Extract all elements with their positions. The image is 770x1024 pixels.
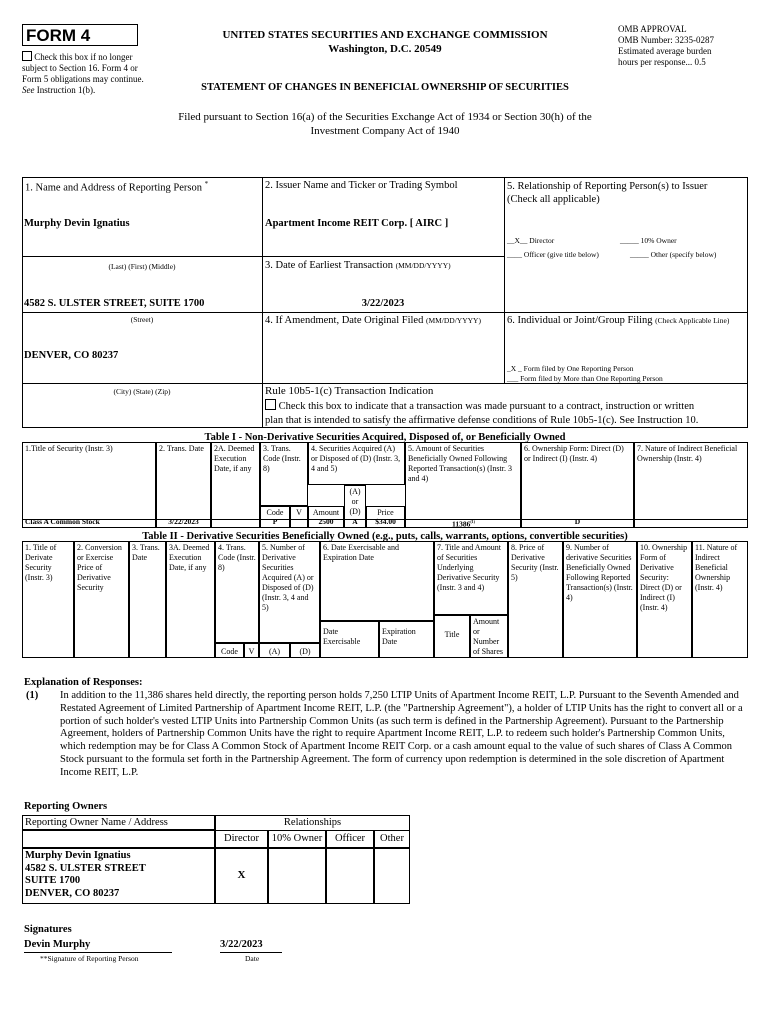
reporting-person-name: Murphy Devin Ignatius — [24, 218, 130, 229]
t2-h11: 11. Nature of Indirect Beneficial Ownership (Instr. 4) — [692, 541, 748, 658]
owner-name: Murphy Devin Ignatius — [25, 850, 131, 861]
t1-row-amount: 2500 — [308, 516, 344, 528]
agency-city: Washington, D.C. 20549 — [328, 43, 442, 55]
date-label: Date — [245, 954, 260, 963]
t2-h8: 8. Price of Derivative Security (Instr. 5) — [508, 541, 563, 658]
date-line — [220, 952, 282, 953]
street-sublabel: (Street) — [130, 315, 154, 324]
see-text: See — [22, 85, 35, 95]
rule-title: Rule 10b5-1(c) Transaction Indication — [265, 385, 434, 397]
t2-sub-v: V — [244, 643, 259, 658]
omb-approval-title: OMB APPROVAL — [618, 24, 687, 34]
reporting-person-city: DENVER, CO 80237 — [24, 350, 119, 361]
owners-blank-header — [22, 830, 215, 848]
t2-h10: 10. Ownership Form of Derivative Security: Direct (D) or Indirect (I) (Instr. 4) — [637, 541, 692, 658]
t1-h6: 6. Ownership Form: Direct (D) or Indirect (I) (Instr. 4) — [521, 442, 634, 520]
name-sublabel: (Last) (First) (Middle) — [108, 262, 176, 271]
t2-sub-amount: Amount or Number of Shares — [470, 615, 508, 658]
t1-h3: 3. Trans. Code (Instr. 8) — [260, 442, 308, 506]
t2-h3: 3. Trans. Date — [129, 541, 166, 658]
box1-label-text: 1. Name and Address of Reporting Person — [25, 182, 203, 194]
box5-label-sub: (Check all applicable) — [507, 194, 600, 205]
form-label: FORM 4 — [26, 26, 91, 45]
other-option[interactable]: _____ Other (specify below) — [630, 250, 717, 259]
owners-col-10pct: 10% Owner — [268, 830, 326, 848]
box6-label-text: 6. Individual or Joint/Group Filing — [507, 315, 653, 326]
box3-label-text: 3. Date of Earliest Transaction — [265, 260, 394, 271]
box3-label — [265, 260, 451, 271]
box1-label — [25, 180, 208, 194]
explanation-heading: Explanation of Responses: — [24, 677, 143, 688]
rule-text — [265, 399, 745, 428]
t1-row-form: D — [521, 516, 634, 528]
owners-col-relationships: Relationships — [215, 815, 410, 830]
owners-col-director: Director — [215, 830, 268, 848]
box2-label: 2. Issuer Name and Ticker or Trading Symbol — [265, 180, 458, 191]
t1-h5: 5. Amount of Securities Beneficially Owned Following Reported Transaction(s) (Instr. 3 and 4) — [405, 442, 521, 520]
filed-line-1: Filed pursuant to Section 16(a) of the Securities Exchange Act of 1934 or Section 30(h) of the — [178, 111, 592, 123]
rule-text-1: Check this box to indicate that a transaction was made pursuant to a contract, instruction or written — [278, 401, 695, 412]
signature-name: Devin Murphy — [24, 939, 91, 950]
box4-label-sub: (MM/DD/YYYY) — [425, 316, 481, 325]
footnote-number: (1) — [26, 690, 39, 701]
t1-row-owned — [405, 516, 521, 528]
t1-row-title: Class A Common Stock — [22, 516, 156, 528]
owner-city: DENVER, CO 80237 — [25, 887, 120, 899]
t1-h1: 1.Title of Security (Instr. 3) — [22, 442, 156, 520]
owner-suite: SUITE 1700 — [25, 875, 81, 887]
t2-sub-a: (A) — [259, 643, 290, 658]
t1-h7: 7. Nature of Indirect Beneficial Ownership (Instr. 4) — [634, 442, 748, 520]
no-longer-subject-text: Check this box if no longer subject to Section 16. Form 4 or Form 5 obligations may continue. — [22, 52, 144, 84]
t1-row-date: 3/22/2023 — [156, 516, 211, 528]
statement-title: STATEMENT OF CHANGES IN BENEFICIAL OWNERSHIP OF SECURITIES — [201, 82, 569, 93]
box4-label — [265, 315, 481, 326]
t2-h9: 9. Number of derivative Securities Beneficially Owned Following Reported Transaction(s) (Instr. 4) — [563, 541, 637, 658]
t1-row-aord: A — [344, 516, 366, 528]
owners-col-other: Other — [374, 830, 410, 848]
owners-col-officer: Officer — [326, 830, 374, 848]
t1-row-code: P — [260, 516, 290, 528]
signature-line — [24, 952, 172, 953]
reporting-owners-heading: Reporting Owners — [24, 801, 108, 812]
footnote-text: In addition to the 11,386 shares held directly, the reporting person holds 7,250 LTIP Units of Apartment Income REIT, L.P. Pursuant to the Seventh Amended and Restated Agreement of Limited Partnership of Apartment Income REIT, L.P. (the "Partnership Agreement"), a holder of LTIP Units has the right to convert all or a portion of such holder's vested LTIP Units into Partnership Common Units (as such term is defined in the Partnership Agreement). Pursuant to the Partnership Agreement, holders of Partnership Common Units have the right to require Apartment Income REIT, L.P. to redeem such holder's Partnership Common Units, which redemption may be for Class A Common Stock of Apartment Income REIT Corp. or a cash amount equal to the value of such shares of Class A Common Stock pursuant to the formula set forth in the Partnership Agreement. The form of currency upon redemption is determined in the sole discretion of Apartment Income REIT, L.P. — [60, 690, 743, 778]
box4-label-text: 4. If Amendment, Date Original Filed — [265, 315, 424, 326]
signature-label — [40, 954, 139, 963]
rule-checkbox[interactable] — [265, 399, 276, 410]
box1-star: * — [204, 180, 209, 188]
form-label-box — [22, 24, 138, 46]
t2-h1: 1. Title of Derivate Security (Instr. 3) — [22, 541, 74, 658]
omb-burden-1: Estimated average burden — [618, 46, 712, 56]
t1-row-owned-footnote[interactable]: (1) — [470, 519, 476, 524]
single-filer-option[interactable]: _X _ Form filed by One Reporting Person — [507, 364, 634, 373]
t1-sub-price: Price — [366, 506, 405, 520]
t1-row-price: $34.00 — [366, 516, 405, 528]
t2-h2: 2. Conversion or Exercise Price of Derivative Security — [74, 541, 129, 658]
t2-h3a: 3A. Deemed Execution Date, if any — [166, 541, 215, 658]
agency-name: UNITED STATES SECURITIES AND EXCHANGE COMMISSION — [222, 29, 548, 41]
owner-director-mark: X — [215, 848, 268, 904]
director-option[interactable]: __X__ Director — [507, 236, 555, 245]
owners-col-name: Reporting Owner Name / Address — [22, 815, 215, 830]
t2-h7: 7. Title and Amount of Securities Underlying Derivative Security (Instr. 3 and 4) — [434, 541, 508, 615]
rule-text-2: plan that is intended to satisfy the affirmative defense conditions of Rule 10b5-1(c). See Instruction 10. — [265, 415, 699, 426]
t1-row-nature — [634, 516, 748, 528]
signature-label-text: Signature of Reporting Person — [47, 954, 139, 963]
t2-sub-title: Title — [434, 615, 470, 658]
owner-street: 4582 S. ULSTER STREET — [25, 862, 146, 874]
omb-approval — [618, 24, 758, 68]
t1-sub-amount: Amount — [308, 506, 344, 520]
issuer-name: Apartment Income REIT Corp. [ AIRC ] — [265, 218, 449, 229]
t2-h4: 4. Trans. Code (Instr. 8) — [215, 541, 259, 643]
owner-officer-cell — [326, 848, 374, 904]
t2-sub-code: Code — [215, 643, 244, 658]
city-sublabel: (City) (State) (Zip) — [113, 387, 171, 396]
t2-sub-d: (D) — [290, 643, 320, 658]
box3-label-sub: (MM/DD/YYYY) — [395, 261, 451, 270]
owner-10pct-cell — [268, 848, 326, 904]
t1-row-deemed — [211, 516, 260, 528]
owner-other-cell — [374, 848, 410, 904]
ten-percent-option[interactable]: _____ 10% Owner — [620, 236, 677, 245]
instruction-text: Instruction 1(b). — [36, 85, 96, 95]
t2-sub-exp: Expiration Date — [379, 621, 434, 658]
reporting-person-street: 4582 S. ULSTER STREET, SUITE 1700 — [24, 298, 205, 309]
group-filer-option[interactable]: ___ Form filed by More than One Reporting Person — [507, 374, 663, 383]
t1-row-owned-value: 11386 — [452, 519, 471, 529]
t1-row-v — [290, 516, 308, 528]
omb-burden-2: hours per response... 0.5 — [618, 57, 706, 67]
earliest-transaction-date: 3/22/2023 — [361, 298, 405, 309]
t2-h5: 5. Number of Derivative Securities Acquired (A) or Disposed of (D) (Instr. 3, 4 and 5) — [259, 541, 320, 643]
filed-line-2: Investment Company Act of 1940 — [310, 125, 460, 137]
no-longer-subject-checkbox[interactable] — [22, 51, 32, 61]
signature-date: 3/22/2023 — [220, 939, 263, 950]
signatures-heading: Signatures — [24, 924, 72, 935]
t1-h4: 4. Securities Acquired (A) or Disposed of (D) (Instr. 3, 4 and 5) — [308, 442, 405, 485]
no-longer-subject-note — [22, 51, 152, 96]
omb-number: OMB Number: 3235-0287 — [618, 35, 714, 45]
box5-label-text: 5. Relationship of Reporting Person(s) to Issuer — [507, 181, 708, 192]
t2-h6: 6. Date Exercisable and Expiration Date — [320, 541, 434, 621]
officer-option[interactable]: ____ Officer (give title below) — [507, 250, 599, 259]
box5-label — [507, 180, 745, 206]
signature-stars: ** — [40, 954, 48, 963]
owner-name-address — [22, 848, 215, 904]
t2-sub-date-ex: Date Exercisable — [320, 621, 379, 658]
table2-title: Table II - Derivative Securities Beneficially Owned (e.g., puts, calls, warrants, options, convertible securities) — [142, 531, 628, 542]
box6-label-sub: (Check Applicable Line) — [655, 316, 730, 325]
t1-sub-aord: (A) or (D) — [344, 485, 366, 520]
t1-h2: 2. Trans. Date — [156, 442, 211, 520]
t1-sub-v: V — [290, 506, 308, 520]
table1-title: Table I - Non-Derivative Securities Acquired, Disposed of, or Beneficially Owned — [204, 432, 566, 443]
box6-label — [507, 315, 745, 327]
t1-sub-code: Code — [260, 506, 290, 520]
t1-h2a: 2A. Deemed Execution Date, if any — [211, 442, 260, 520]
